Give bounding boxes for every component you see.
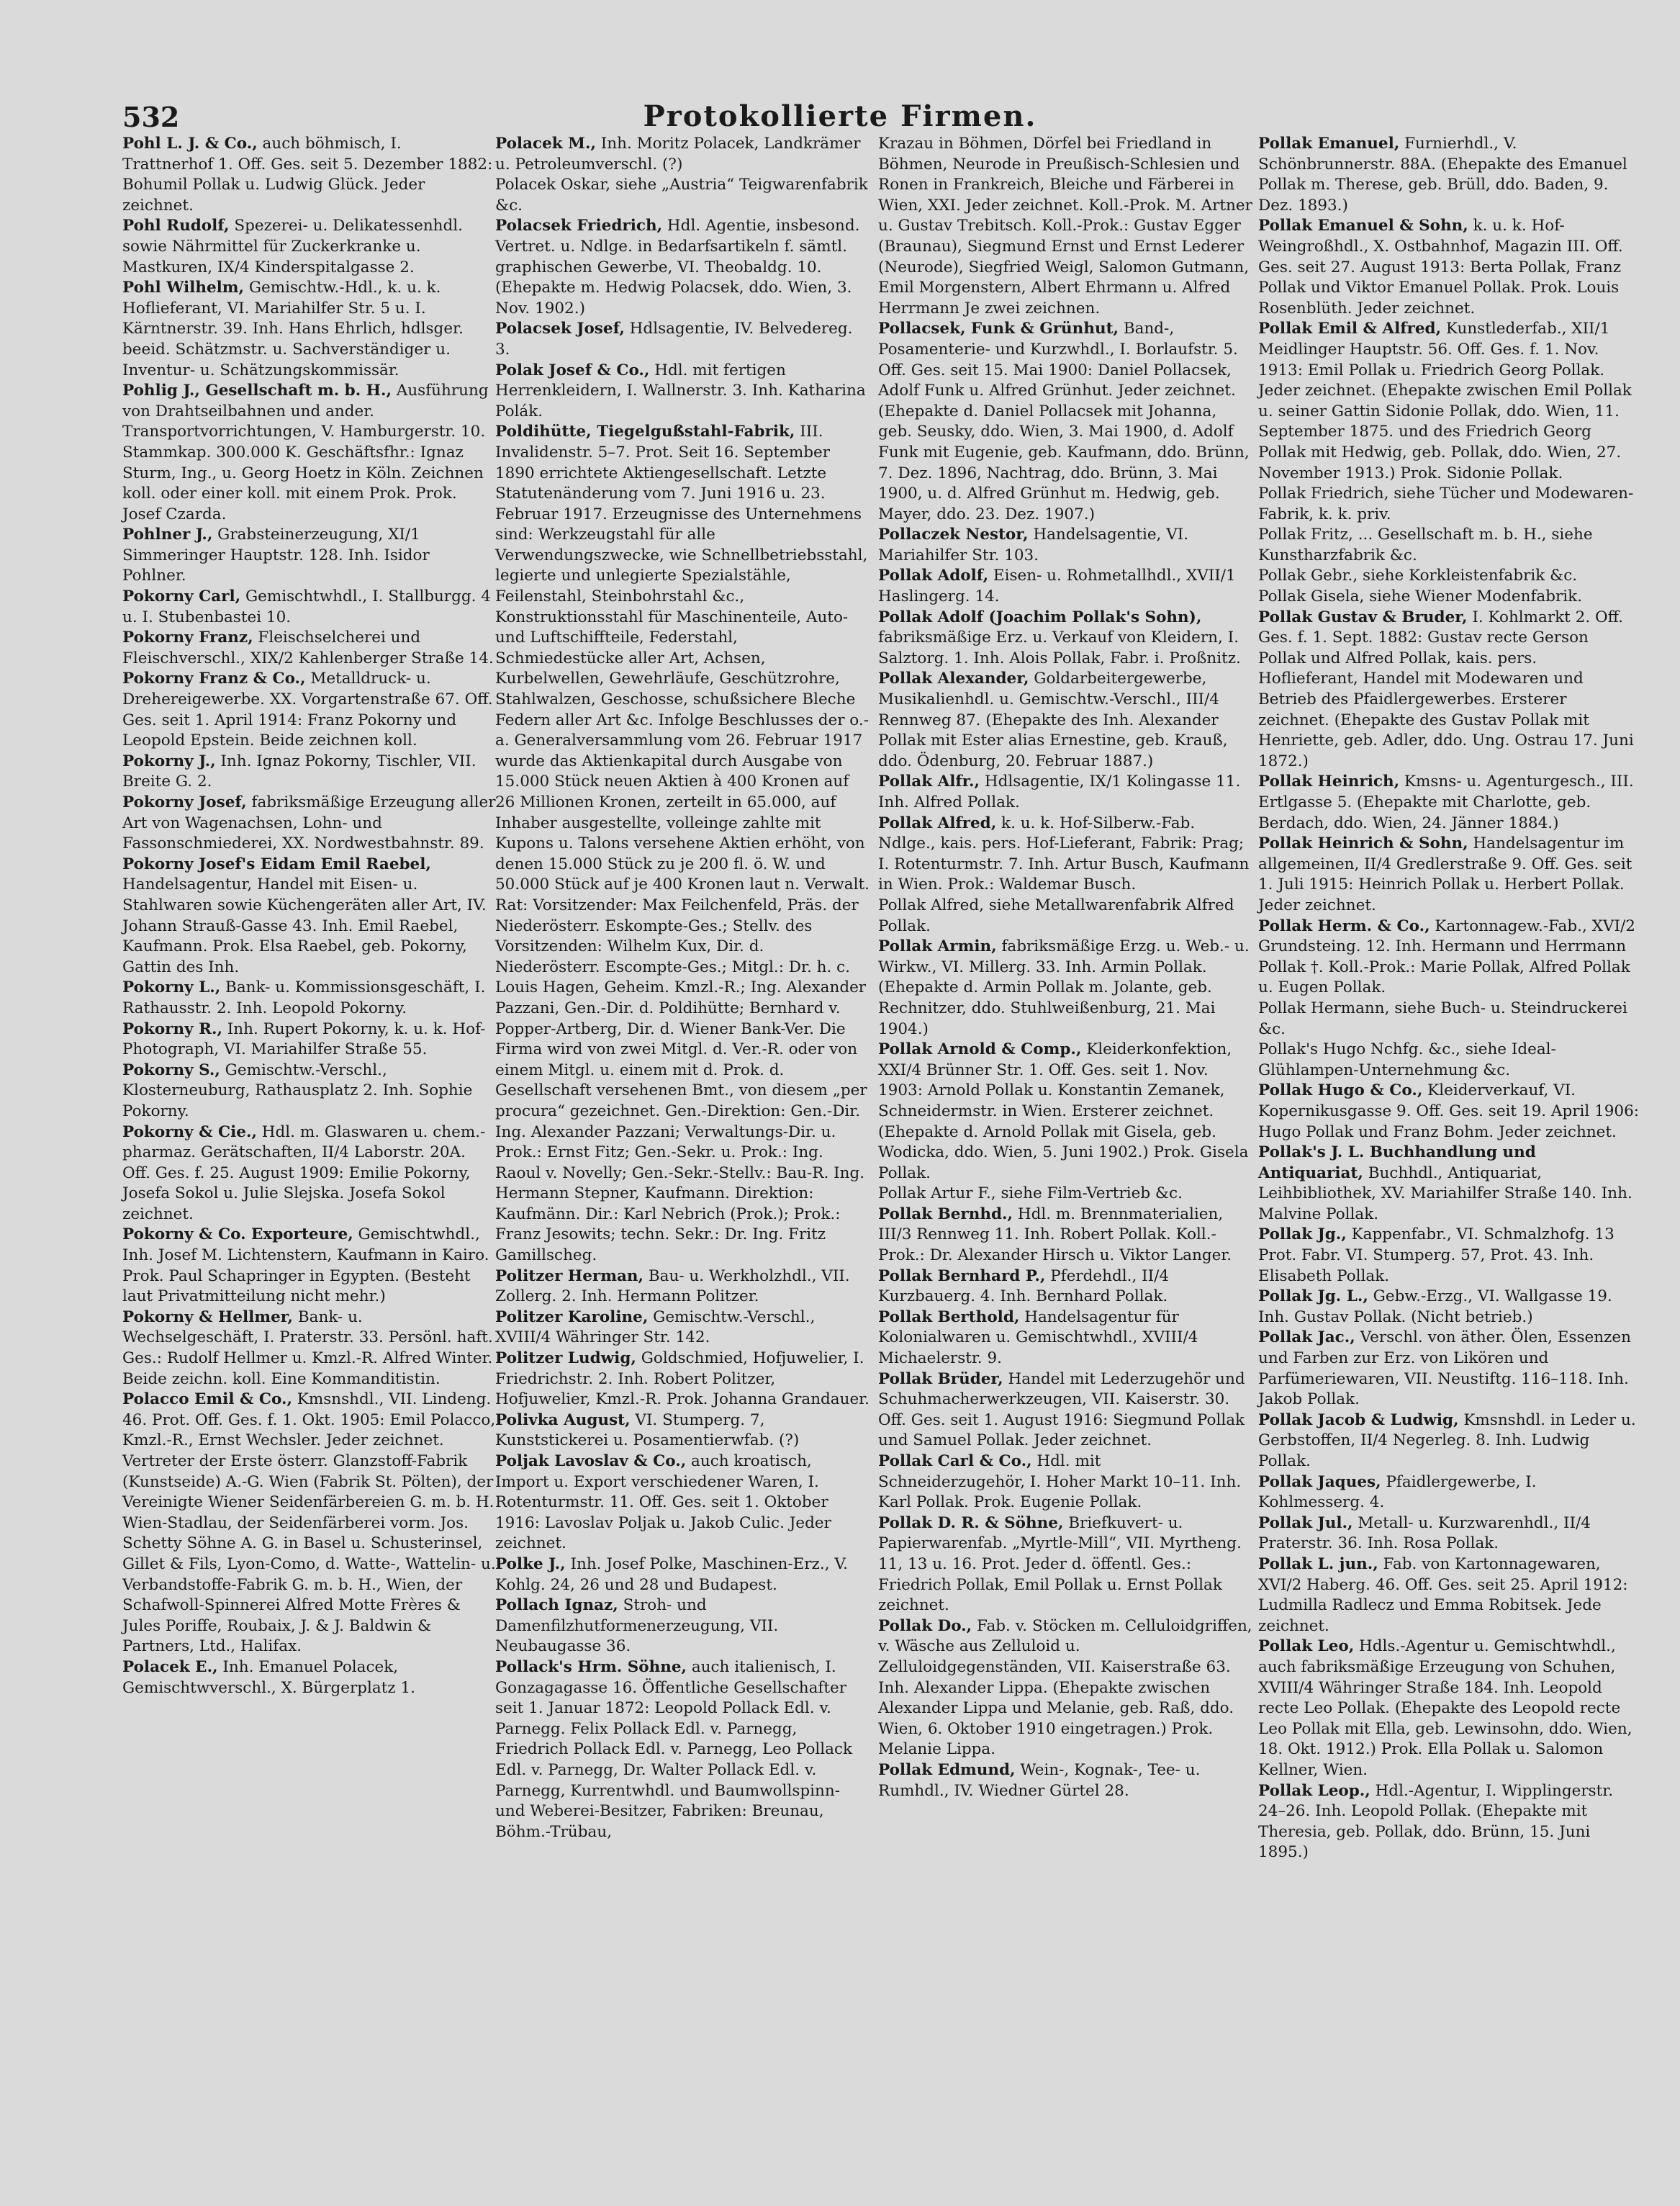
firm-name: Pollak Jaques, [1258,1472,1381,1491]
directory-entry [495,1657,870,1842]
entry-text: III. Invalidenstr. 5–7. Prot. Seit 16. September 1890 errichtete Aktiengesellschaft. Letzte Statutenänderung vom 7. Juni 1916 u. 23. Februar 1917. Erzeugnisse des Unternehmens sind: Werkzeugstahl für alle Verwendungszwecke, wie Schnellbetriebsstahl, legierte und unlegierte Spezialstähle, Feilenstahl, Steinbohrstahl &c., Konstruktionsstahl für Maschinenteile, Auto- und Luftschiffteile, Federstahl, Schmiedestücke aller Art, Achsen, Kurbelwellen, Gewehrläufe, Geschützrohre, Stahlwalzen, Geschosse, schußsichere Bleche Federn aller Art &c. Infolge Beschlusses der o.-a. Generalversammlung vom 26. Februar 1917 wurde das Aktienkapital durch Ausgabe von 15.000 Stück neuen Aktien à 400 Kronen auf 26 Millionen Kronen, zerteilt in 65.000, auf Inhaber ausgestellte, volleinge zahlte mit Kupons u. Talons versehene Aktien erhöht, von denen 15.000 Stück zu je 200 fl. ö. W. und 50.000 Stück auf je 400 Kronen laut n. Verwalt. Rat: Vorsitzender: Max Feilchenfeld, Präs. der Niederösterr. Eskompte-Ges.; Stellv. des Vorsitzenden: Wilhelm Kux, Dir. d. Niederösterr. Escompte-Ges.; Mitgl.: Dr. h. c. Louis Hagen, Geheim. Kmzl.-R.; Ing. Alexander Pazzani, Gen.-Dir. d. Poldihütte; Bernhard v. Popper-Artberg, Dir. d. Wiener Bank-Ver. Die Firma wird von zwei Mitgl. d. Ver.-R. oder von einem Mitgl. u. einem mit d. Prok. d. Gesellschaft versehenen Bmt., von diesem „per procura“ gezeichnet. Gen.-Direktion: Gen.-Dir. Ing. Alexander Pazzani; Verwaltungs-Dir. u. Prok.: Ernst Fitz; Gen.-Sekr. u. Prok.: Ing. Raoul v. Novelly; Gen.-Sekr.-Stellv.: Bau-R. Ing. Hermann Stepner, Kaufmann. Direktion: Kaufmänn. Dir.: Karl Nebrich (Prok.); Prok.: Franz Jesowits; techn. Sekr.: Dr. Ing. Fritz Gamillscheg. [495,423,870,1265]
directory-entry [1258,566,1640,587]
entry-text: VI. Stumperg. 7, Kunststickerei u. Posamentierwfab. (?) [495,1410,800,1450]
directory-entry [122,978,497,1019]
page-number: 532 [122,101,180,133]
entry-text: Kleiderkonfektion, XXI/4 Brünner Str. 1. Off. Ges. seit 1. Nov. 1903: Arnold Pollak u. Konstantin Zemanek, Schneidermstr. in Wien. Ersterer zeichnet. (Ehepakte d. Arnold Pollak mit Gisela, geb. Wodicka, ddo. Wien, 5. Juni 1902.) Prok. Gisela Pollak. [878,1040,1249,1182]
entry-text: fabriksmäßige Erzg. u. Web.- u. Wirkw., VI. Millerg. 33. Inh. Armin Pollak. (Ehepakte d. Armin Pollak m. Jolante, geb. Rechnitzer, ddo. Stuhlweißenburg, 21. Mai 1904.) [878,937,1250,1038]
firm-name: Polke J., [495,1554,566,1573]
entry-text: Wein-, Kognak-, Tee- u. Rumhdl., IV. Wiedner Gürtel 28. [878,1760,1201,1800]
entry-text: Ausführung von Drahtseilbahnen und ander. Transportvorrichtungen, V. Hamburgerstr. 10. Stammkap. 300.000 K. Geschäftsfhr.: Ignaz Sturm, Ing., u. Georg Hoetz in Köln. Zeichnen koll. oder einer koll. mit einem Prok. Prok. Josef Czarda. [122,382,489,523]
entry-text: Hdl. mit fertigen Herrenkleidern, I. Wallnerstr. 3. Inh. Katharina Polák. [495,361,866,420]
firm-name: Politzer Ludwig, [495,1349,636,1368]
firm-name: Pollak's J. L. Buchhandlung und Antiquariat, [1258,1143,1536,1182]
directory-entry [495,422,870,1266]
firm-name: Pokorny Josef's Eidam Emil Raebel, [122,855,431,873]
firm-name: Polacsek Friedrich, [495,217,663,235]
directory-entry [495,1307,870,1349]
directory-entry [122,1657,497,1698]
entry-text: Inh. Emanuel Polacek, Gemischtwverschl., X. Bürgerplatz 1. [122,1657,416,1697]
firm-name: Poldihütte, Tiegelgußstahl-Fabrik, [495,423,795,441]
entry-text: Inh. Josef Polke, Maschinen-Erz., V. Kohlg. 24, 26 und 28 und Budapest. [495,1554,848,1594]
firm-name: Pollak Berthold, [878,1307,1020,1326]
firm-name: Pokorny & Hellmer, [122,1307,294,1326]
firm-name: Politzer Karoline, [495,1307,649,1326]
directory-entry [878,525,1252,566]
firm-name: Polacek E., [122,1657,218,1676]
entry-text: siehe Metallwarenfabrik Alfred Pollak. [878,896,1234,935]
firm-name: Pollak Fritz, [1258,526,1353,544]
directory-entry [1258,917,1640,999]
directory-entry [1258,216,1640,319]
firm-name: Pokorny & Cie., [122,1122,257,1141]
firm-name: Pollak Adolf (Joachim Pollak's Sohn), [878,608,1202,626]
firm-name: Pohl Wilhelm, [122,279,245,297]
firm-name: Pollack's Hrm. Söhne, [495,1657,687,1676]
directory-entry [878,772,1252,813]
directory-entry [1258,525,1640,566]
firm-name: Polacsek Josef, [495,320,625,338]
entry-text: Spezerei- u. Delikatessenhdl. sowie Nährmittel für Zuckerkranke u. Mastkuren, IX/4 Kinderspitalgasse 2. [122,217,464,276]
entry-text: Inh. Rupert Pokorny, k. u. k. Hof-Photograph, VI. Mariahilfer Straße 55. [122,1019,486,1059]
firm-name: Pokorny L., [122,978,221,997]
firm-name: Pollak Armin, [878,937,997,956]
directory-entry [495,1554,870,1595]
directory-entry [495,1451,870,1554]
directory-entry [878,814,1252,896]
firm-name: Pollak Alfr., [878,773,980,791]
firm-name: Pokorny Carl, [122,587,241,606]
directory-entry [122,752,497,793]
firm-name: Pollak's Hugo Nchfg. [1258,1040,1424,1059]
entry-text: Hdl. Agentie, insbesond. Vertret. u. Ndlge. in Bedarfsartikeln f. sämtl. graphischen Gewerbe, VI. Theobaldg. 10. (Ehepakte m. Hedwig Polacsek, ddo. Wien, 3. Nov. 1902.) [495,217,860,318]
page-header: Protokollierte Firmen. [643,99,1037,133]
firm-name: Polacco Emil & Co., [122,1390,292,1409]
entry-text: Goldarbeitergewerbe, Musikalienhdl. u. Gemischtw.-Verschl., III/4 Rennweg 87. (Ehepakte des Inh. Alexander Pollak mit Ester alias Ernestine, geb. Krauß, ddo. Ödenburg, 20. Februar 1887.) [878,670,1228,770]
directory-entry [495,175,870,216]
firm-name: Polacek Oskar, [495,176,611,194]
entry-text: fabriksmäßige Erz. u. Verkauf von Kleidern, I. Salztorg. 1. Inh. Alois Pollak, Fabr. i. Proßnitz. [878,629,1241,667]
entry-text: Gemischtw.-Hdl., k. u. k. Hoflieferant, VI. Mariahilfer Str. 5 u. I. Kärntnerstr. 39. Inh. Hans Ehrlich, hdlsger. beeid. Schätzmstr. u. Sachverständiger u. Inventur- u. Schätzungskommissär. [122,279,464,379]
entry-text: Kunstlederfab., XII/1 Meidlinger Hauptstr. 56. Off. Ges. f. 1. Nov. 1913: Emil Pollak u. Friedrich Georg Pollak. Jeder zeichnet. (Ehepakte zwischen Emil Pollak u. seiner Gattin Sidonie Pollak, ddo. Wien, 11. September 1875. und des Friedrich Georg Pollak mit Hedwig, geb. Pollak, ddo. Wien, 27. November 1913.) Prok. Sidonie Pollak. [1258,320,1632,482]
entry-text: Stroh- und Damenfilzhutformenerzeugung, VII. Neubaugasse 36. [495,1596,779,1656]
entry-text: siehe Film-Vertrieb &c. [995,1184,1183,1203]
firm-name: Pohlner J., [122,526,213,544]
firm-name: Pokorny Franz, [122,629,253,647]
directory-entry [1258,1143,1640,1225]
directory-entry [122,381,497,525]
entry-text: Pferdehdl., II/4 Kurzbauerg. 4. Inh. Bernhard Pollak. [878,1266,1170,1306]
firm-name: Pokorny J., [122,752,216,770]
entry-text: Kmsnshdl., VII. Lindeng. 46. Prot. Off. Ges. f. 1. Okt. 1905: Emil Polacco, Kmzl.-R., Ernst Wechsler. Jeder zeichnet. Vertreter der Erste österr. Glanzstoff-Fabrik (Kunstseide) A.-G. Wien (Fabrik St. Pölten), der Vereinigte Wiener Seidenfärbereien G. m. b. H. Wien-Stadlau, der Seidenfärberei vorm. Jos. Schetty Söhne A. G. in Basel u. Schusterinsel, Gillet & Fils, Lyon-Como, d. Watte-, Wattelin- u. Verbandstoffe-Fabrik G. m. b. H., Wien, der Schafwoll-Spinnerei Alfred Motte Frères & Jules Poriffe, Roubaix, J. & J. Baldwin & Partners, Ltd., Halifax. [122,1390,496,1656]
directory-entry [1258,587,1640,608]
directory-entry [122,1307,497,1390]
directory-entry [122,669,497,751]
directory-entry [878,1451,1252,1513]
directory-entry [122,855,497,978]
firm-name: Pollak Brüder, [878,1369,1003,1388]
directory-entry [1258,1287,1640,1328]
directory-entry [1258,484,1640,525]
firm-name: Politzer Herman, [495,1266,644,1285]
entry-text: Handelsagentur, Handel mit Eisen- u. Stahlwaren sowie Küchengeräten aller Art, IV. Johann Strauß-Gasse 43. Inh. Emil Raebel, Kaufmann. Prok. Elsa Raebel, geb. Pokorny, Gattin des Inh. [122,875,487,976]
directory-entry [1258,1554,1640,1637]
entry-text: ... Gesellschaft m. b. H., siehe Kunstharzfabrik &c. [1258,526,1593,564]
entry-text: auch böhmisch, I. Trattnerhof 1. Off. Ges. seit 5. Dezember 1882: Bohumil Pollak u. Ludwig Glück. Jeder zeichnet. [122,135,493,215]
firm-name: Pollak Emanuel, [1258,135,1400,153]
entry-text: Krazau in Böhmen, Dörfel bei Friedland in Böhmen, Neurode in Preußisch-Schlesien und Ronen in Frankreich, Bleiche und Färberei in Wien, XXI. Jeder zeichnet. Koll.-Prok. M. Artner u. Gustav Trebitsch. Koll.-Prok.: Gustav Egger (Braunau), Siegmund Ernst und Ernst Lederer (Neurode), Siegfried Weigl, Salomon Gutmann, Emil Morgenstern, Albert Ehrmann u. Alfred Herrmann Je zwei zeichnen. [878,135,1252,318]
entry-text: Fab. von Kartonnagewaren, XVI/2 Haberg. 46. Off. Ges. seit 25. April 1912: Ludmilla Radlecz und Emma Robitsek. Jede zeichnet. [1258,1554,1628,1635]
directory-entry [878,1266,1252,1307]
directory-entry [878,1307,1252,1369]
directory-entry [1258,834,1640,916]
entry-text: Hdlsagentie, IV. Belvedereg. 3. [495,320,853,359]
directory-entry [122,1019,497,1061]
directory-entry [122,216,497,278]
directory-entry [1258,608,1640,773]
entry-text: Hdls.-Agentur u. Gemischtwhdl., auch fabriksmäßige Erzeugung von Schuhen, XVIII/4 Währinger Straße 184. Inh. Leopold recte Leo Pollak. (Ehepakte des Leopold recte Leo Pollak mit Ella, geb. Lewinsohn, ddo. Wien, 18. Okt. 1912.) Prok. Ella Pollak u. Salomon Kellner, Wien. [1258,1637,1632,1779]
firm-name: Polacek M., [495,135,596,153]
directory-entry [878,566,1252,607]
directory-entry [122,278,497,381]
firm-name: Pollach Ignaz, [495,1596,618,1615]
firm-name: Pollak Gisela, [1258,587,1365,606]
directory-entry [878,1513,1252,1616]
firm-name: Pollak Artur F., [878,1184,996,1203]
entry-text: Bank- u. Wechselgeschäft, I. Praterstr. 33. Persönl. haft. Ges.: Rudolf Hellmer u. Kmzl.-R. Alfred Winter. Beide zeichn. koll. Eine Kommanditistin. [122,1307,493,1388]
firm-name: Pokorny Josef, [122,793,247,811]
directory-entry [878,1760,1252,1801]
directory-entry [495,134,870,175]
directory-entry [878,1040,1252,1184]
entry-text: siehe Buch- u. Steindruckerei &c. [1258,999,1627,1038]
firm-name: Pollak Alfred, [878,896,984,914]
firm-name: Pollak Alfred, [878,814,997,832]
entry-text: Briefkuvert- u. Papierwarenfab. „Myrtle-Mill“, VII. Myrtheng. 11, 13 u. 16. Prot. Jeder d. öffentl. Ges.: Friedrich Pollak, Emil Pollak u. Ernst Pollak zeichnet. [878,1513,1242,1615]
entry-text: Verschl. von äther. Ölen, Essenzen und Farben zur Erz. von Likören und Parfümeriewaren, VII. Neustiftg. 116–118. Inh. Jakob Pollak. [1258,1328,1631,1409]
directory-entry [1258,772,1640,834]
firm-name: Pollak Heinrich & Sohn, [1258,834,1468,853]
directory-entry [122,1061,497,1122]
entry-text: Fab. v. Stöcken m. Celluloidgriffen, v. Wäsche aus Zelluloid u. Zelluloidgegenständen, VII. Kaiserstraße 63. Inh. Alexander Lippa. (Ehepakte zwischen Alexander Lippa und Melanie, geb. Raß, ddo. Wien, 6. Oktober 1910 eingetragen.) Prok. Melanie Lippa. [878,1616,1252,1759]
directory-entry [122,793,497,855]
entry-text: Gebw.-Erzg., VI. Wallgasse 19. Inh. Gustav Pollak. (Nicht betrieb.) [1258,1287,1612,1326]
entry-text: Gemischtw.-Verschl., XVIII/4 Währinger Str. 142. [495,1307,816,1347]
entry-text: Hdl. m. Glaswaren u. chem.-pharmaz. Gerätschaften, II/4 Laborstr. 20A. Off. Ges. f. 25. August 1909: Emilie Pokorny, Josefa Sokol u. Julie Slejska. Josefa Sokol zeichnet. [122,1122,486,1223]
directory-entry [122,525,497,587]
firm-name: Pollak Herm. & Co., [1258,917,1430,935]
firm-name: Pohl Rudolf, [122,217,230,235]
firm-name: Pollak Adolf, [878,567,989,585]
entry-text: Kappenfabr., VI. Schmalzhofg. 13 Prot. Fabr. VI. Stumperg. 57, Prot. 43. Inh. Elisabeth Pollak. [1258,1225,1614,1285]
directory-entry [122,587,497,628]
column-3 [878,134,1252,1801]
entry-text: auch italienisch, I. Gonzagagasse 16. Öffentliche Gesellschafter seit 1. Januar 1872: Leopold Pollack Edl. v. Parnegg. Felix Pollack Edl. v. Parnegg, Friedrich Pollack Edl. v. Parnegg, Leo Pollack Edl. v. Parnegg, Dr. Walter Pollack Edl. v. Parnegg, Kurrentwhdl. und Baumwollspinn- und Weberei-Besitzer, Fabriken: Breunau, Böhm.-Trübau, [495,1657,853,1841]
firm-name: Pollak Hermann, [1258,999,1390,1017]
directory-entry [1258,134,1640,216]
entry-text: Inh. Moritz Polacek, Landkrämer u. Petroleumverschl. (?) [495,135,861,174]
entry-text: I. Kohlmarkt 2. Off. Ges. f. 1. Sept. 1882: Gustav recte Gerson Pollak und Alfred Pollak, kais. pers. Hoflieferant, Handel mit Modewaren und Betrieb des Pfaidlergewerbes. Ersterer zeichnet. (Ehepakte des Gustav Pollak mit Henriette, geb. Adler, ddo. Ung. Ostrau 17. Juni 1872.) [1258,608,1634,770]
directory-entry [1258,1040,1640,1081]
directory-entry [1258,1472,1640,1513]
entry-text: Goldschmied, Hofjuwelier, I. Friedrichstr. 2. Inh. Robert Politzer, Hofjuwelier, Kmzl.-R. Prok. Johanna Grandauer. [495,1349,870,1409]
entry-text: Gemischtwhdl., I. Stallburgg. 4 u. I. Stubenbastei 10. [122,587,491,626]
firm-name: Pollak D. R. & Söhne, [878,1513,1064,1532]
entry-text: Band-, Posamenterie- und Kurzwhdl., I. Borlaufstr. 5. Off. Ges. seit 15. Mai 1900: Daniel Pollacsek, Adolf Funk u. Alfred Grünhut. Jeder zeichnet. (Ehepakte d. Daniel Pollacsek mit Johanna, geb. Seusky, ddo. Wien, 3. Mai 1900, d. Adolf Funk mit Eugenie, geb. Kaufmann, ddo. Brünn, 7. Dez. 1896, Nachtrag, ddo. Brünn, 3. Mai 1900, u. d. Alfred Grünhut m. Hedwig, geb. Mayer, ddo. 23. Dez. 1907.) [878,320,1250,523]
entry-text: Handelsagentur für Kolonialwaren u. Gemischtwhdl., XVIII/4 Michaelerstr. 9. [878,1307,1198,1368]
directory-entry [1258,319,1640,484]
directory-entry [878,1205,1252,1266]
entry-text: Kleiderverkauf, VI. Kopernikusgasse 9. Off. Ges. seit 19. April 1906: Hugo Pollak und Franz Bohm. Jeder zeichnet. [1258,1081,1640,1141]
entry-text: Bank- u. Kommissionsgeschäft, I. Rathausstr. 2. Inh. Leopold Pokorny. [122,978,486,1017]
entry-text: siehe Korkleistenfabrik &c. [1358,567,1578,585]
entry-text: Furnierhdl., V. Schönbrunnerstr. 88A. (Ehepakte des Emanuel Pollak m. Therese, geb. Brüll, ddo. Baden, 9. Dez. 1893.) [1258,135,1627,215]
entry-text: Buchhdl., Antiquariat, Leihbibliothek, XV. Mariahilfer Straße 140. Inh. Malvine Pollak. [1258,1163,1632,1223]
entry-text: Metall- u. Kurzwarenhdl., II/4 Praterstr. 36. Inh. Rosa Pollak. [1258,1513,1591,1553]
directory-entry [1258,1225,1640,1287]
column-4 [1258,134,1640,1863]
directory-entry [878,319,1252,525]
entry-text: Gemischtwhdl., Inh. Josef M. Lichtenstern, Kaufmann in Kairo. Prok. Paul Schapringer in Egypten. (Besteht laut Privatmitteilung nicht mehr.) [122,1225,489,1306]
entry-text: Eisen- u. Rohmetallhdl., XVII/1 Haslingerg. 14. [878,567,1236,606]
firm-name: Pohl L. J. & Co., [122,135,258,153]
firm-name: Pollak Alexander, [878,670,1029,688]
firm-name: Pollak Gustav & Bruder, [1258,608,1468,626]
directory-entry [1258,1328,1640,1410]
firm-name: Pollak Arnold & Comp., [878,1040,1082,1059]
directory-entry [495,319,870,360]
directory-entry [495,361,870,423]
entry-text: Hdl. m. Brennmaterialien, III/3 Rennweg 11. Inh. Robert Pollak. Koll.-Prok.: Dr. Alexander Hirsch u. Viktor Langer. [878,1205,1232,1265]
directory-entry [1258,1081,1640,1143]
directory-entry [878,669,1252,772]
directory-entry [495,1266,870,1307]
directory-entry [1258,999,1640,1040]
directory-entry [1258,1410,1640,1472]
entry-text: Handelsagentur im allgemeinen, II/4 Gredlerstraße 9. Off. Ges. seit 1. Juli 1915: Heinrich Pollak u. Herbert Pollak. Jeder zeichnet. [1258,834,1632,914]
directory-entry [122,1390,497,1657]
entry-text: Hdlsagentie, IX/1 Kolingasse 11. Inh. Alfred Pollak. [878,773,1241,811]
firm-name: Pollaczek Nestor, [878,526,1029,544]
entry-text: Hdl. mit Schneiderzugehör, I. Hoher Markt 10–11. Inh. Karl Pollak. Prok. Eugenie Pollak. [878,1452,1242,1512]
directory-entry [495,216,870,319]
directory-entry [122,1225,497,1307]
column-2 [495,134,870,1842]
directory-entry [495,1410,870,1451]
directory-entry [122,628,497,669]
firm-name: Pokorny Franz & Co., [122,670,306,688]
firm-name: Pollak Leo, [1258,1637,1355,1656]
column-1 [122,134,497,1698]
firm-name: Pollak Gebr., [1258,567,1358,585]
directory-entry [878,937,1252,1040]
directory-entry [878,1616,1252,1760]
entry-text: Kmsnshdl. in Leder u. Gerbstoffen, II/4 Negerleg. 8. Inh. Ludwig Pollak. [1258,1410,1636,1470]
entry-text: Kartonnagew.-Fab., XVI/2 Grundsteing. 12. Inh. Hermann und Herrmann Pollak †. Koll.-Prok.: Marie Pollak, Alfred Pollak u. Eugen Pollak. [1258,917,1635,997]
entry-text: &c., siehe Ideal-Glühlampen-Unternehmung &c. [1258,1040,1556,1079]
entry-text: siehe „Austria“ Teigwarenfabrik &c. [495,176,868,215]
firm-name: Pokorny & Co. Exporteure, [122,1225,353,1244]
firm-name: Pollak Edmund, [878,1760,1016,1779]
entry-text: Grabsteinerzeugung, XI/1 Simmeringer Hauptstr. 128. Inh. Isidor Pohlner. [122,526,430,585]
entry-text: auch kroatisch, Import u. Export verschiedener Waren, I. Rotenturmstr. 11. Off. Ges. seit 1. Oktober 1916: Lavoslav Poljak u. Jakob Culic. Jeder zeichnet. [495,1452,831,1553]
firm-name: Pollak Carl & Co., [878,1452,1032,1470]
firm-name: Pollak Jg., [1258,1225,1347,1244]
entry-text: k. u. k. Hof-Silberw.-Fab. Ndlge., kais. pers. Hof-Lieferant, Fabrik: Prag; I. Rotenturmstr. 7. Inh. Artur Busch, Kaufmann in Wien. Prok.: Waldemar Busch. [878,814,1250,894]
firm-name: Pokorny S., [122,1061,220,1079]
entry-text: Metalldruck- u. Drehereigewerbe. XX. Vorgartenstraße 67. Off. Ges. seit 1. April 1914: Franz Pokorny und Leopold Epstein. Beide zeichnen koll. [122,670,493,750]
directory-entry [495,1595,870,1657]
entry-text: Fleischselcherei und Fleischverschl., XIX/2 Kahlenberger Straße 14. [122,629,494,667]
entry-text: Hdl.-Agentur, I. Wipplingerstr. 24–26. Inh. Leopold Pollak. (Ehepakte mit Theresia, geb. Pollak, ddo. Brünn, 15. Juni 1895.) [1258,1781,1614,1862]
firm-name: Poljak Lavoslav & Co., [495,1452,687,1470]
entry-text: siehe Wiener Modenfabrik. [1364,587,1583,606]
directory-entry [122,134,497,216]
entry-text: Bau- u. Werkholzhdl., VII. Zollerg. 2. Inh. Hermann Politzer. [495,1266,850,1306]
directory-entry [878,1184,1252,1205]
firm-name: Pollak Bernhd., [878,1205,1013,1223]
firm-name: Pollak Emanuel & Sohn, [1258,217,1468,235]
entry-text: Inh. Ignaz Pokorny, Tischler, VII. Breite G. 2. [122,752,477,791]
directory-entry [122,1122,497,1225]
firm-name: Pollak Jac., [1258,1328,1355,1347]
entry-text: Kmsns- u. Agenturgesch., III. Ertlgasse 5. (Ehepakte mit Charlotte, geb. Berdach, ddo. Wien, 24. Jänner 1884.) [1258,773,1634,832]
firm-name: Pollak Jacob & Ludwig, [1258,1410,1459,1429]
firm-name: Pollak Heinrich, [1258,773,1400,791]
entry-text: Gemischtw.-Verschl., Klosterneuburg, Rathausplatz 2. Inh. Sophie Pokorny. [122,1061,473,1120]
directory-entry [878,1369,1252,1451]
entry-text: k. u. k. Hof-Weingroßhdl., X. Ostbahnhof, Magazin III. Off. Ges. seit 27. August 1913: Berta Pollak, Franz Pollak und Viktor Emanuel Pollak. Prok. Louis Rosenblüth. Jeder zeichnet. [1258,217,1623,318]
entry-text: fabriksmäßige Erzeugung aller Art von Wagenachsen, Lohn- und Fassonschmiederei, XX. Nordwestbahnstr. 89. [122,793,496,853]
directory-entry [878,608,1252,670]
firm-name: Pollak L. jun., [1258,1554,1378,1573]
entry-text: Pfaidlergewerbe, I. Kohlmesserg. 4. [1258,1472,1537,1512]
directory-entry [1258,1781,1640,1863]
firm-name: Pokorny R., [122,1019,222,1038]
firm-name: Pollak Bernhard P., [878,1266,1046,1285]
firm-name: Polak Josef & Co., [495,361,650,379]
firm-name: Pollak Leop., [1258,1781,1370,1800]
firm-name: Pollak Jul., [1258,1513,1353,1532]
directory-entry [495,1349,870,1410]
directory-entry [878,896,1252,937]
directory-entry [1258,1513,1640,1554]
firm-name: Pollak Emil & Alfred, [1258,320,1442,338]
entry-text: Handelsagentie, VI. Mariahilfer Str. 103. [878,526,1189,564]
firm-name: Pollacsek, Funk & Grünhut, [878,320,1119,338]
entry-text: Handel mit Lederzugehör und Schuhmacherwerkzeugen, VII. Kaiserstr. 30. Off. Ges. seit 1. August 1916: Siegmund Pollak und Samuel Pollak. Jeder zeichnet. [878,1369,1245,1450]
firm-name: Pollak Hugo & Co., [1258,1081,1423,1100]
firm-name: Polivka August, [495,1410,631,1429]
firm-name: Pollak Jg. L., [1258,1287,1368,1306]
firm-name: Pollak Do., [878,1616,972,1635]
firm-name: Pollak Friedrich, [1258,485,1389,503]
directory-entry-continued [878,134,1252,319]
entry-text: siehe Tücher und Modewaren-Fabrik, k. k. priv. [1258,485,1634,523]
directory-entry [1258,1637,1640,1780]
firm-name: Pohlig J., Gesellschaft m. b. H., [122,382,392,400]
